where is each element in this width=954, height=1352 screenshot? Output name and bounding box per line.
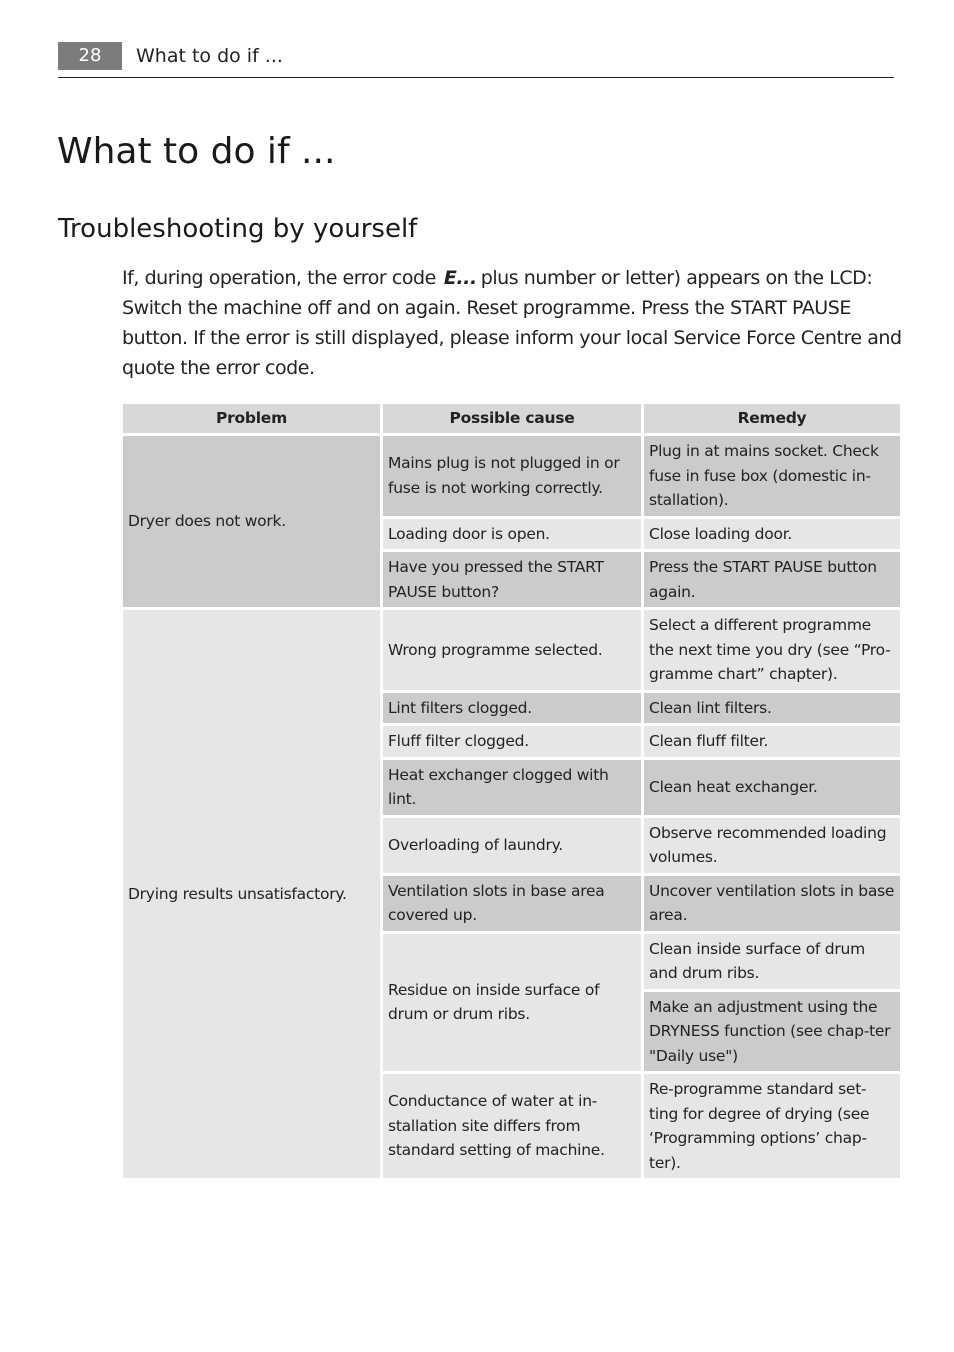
- remedy-cell: Clean heat exchanger.: [644, 760, 900, 815]
- troubleshooting-table: [120, 401, 903, 1181]
- cause-cell: Heat exchanger clogged with lint.: [383, 760, 641, 815]
- cause-cell: Fluff filter clogged.: [383, 726, 641, 757]
- table-row: [123, 436, 900, 516]
- remedy-cell: Select a different programme the next time you dry (see “Pro-gramme chart” chapter).: [644, 610, 900, 690]
- intro-paragraph: [122, 263, 902, 383]
- page-number: 28: [58, 42, 122, 70]
- cause-cell: Residue on inside surface of drum or drum ribs.: [383, 934, 641, 1072]
- intro-text-before: If, during operation, the error code: [122, 267, 436, 289]
- remedy-cell: Observe recommended loading volumes.: [644, 818, 900, 873]
- column-header-cause: Possible cause: [383, 404, 641, 433]
- error-code: E...: [443, 267, 477, 289]
- cause-cell: Conductance of water at in-stallation site differs from standard setting of machine.: [383, 1074, 641, 1178]
- remedy-cell: Clean fluff filter.: [644, 726, 900, 757]
- remedy-cell: Clean lint filters.: [644, 693, 900, 724]
- page-header: [58, 41, 894, 78]
- cause-cell: Ventilation slots in base area covered up.: [383, 876, 641, 931]
- intro-text-after: plus number or letter) appears on the LCD: Switch the machine off and on again. Reset programme. Press the START PAUSE button. If the error is still displayed, please inform your local Service Force Centre and quote the error code.: [122, 267, 902, 379]
- remedy-cell: Make an adjustment using the DRYNESS function (see chap-ter "Daily use"): [644, 992, 900, 1072]
- remedy-cell: Press the START PAUSE button again.: [644, 552, 900, 607]
- column-header-problem: Problem: [123, 404, 380, 433]
- section-subtitle: Troubleshooting by yourself: [58, 214, 418, 244]
- cause-cell: Loading door is open.: [383, 519, 641, 550]
- remedy-cell: Clean inside surface of drum and drum ribs.: [644, 934, 900, 989]
- page-title: What to do if ...: [57, 131, 336, 172]
- table-row: [123, 610, 900, 690]
- remedy-cell: Uncover ventilation slots in base area.: [644, 876, 900, 931]
- problem-cell: Dryer does not work.: [123, 436, 380, 607]
- remedy-cell: Plug in at mains socket. Check fuse in fuse box (domestic in-stallation).: [644, 436, 900, 516]
- remedy-cell: Re-programme standard set-ting for degree of drying (see ‘Programming options’ chap-ter).: [644, 1074, 900, 1178]
- cause-cell: Wrong programme selected.: [383, 610, 641, 690]
- cause-cell: Mains plug is not plugged in or fuse is not working correctly.: [383, 436, 641, 516]
- cause-cell: Lint filters clogged.: [383, 693, 641, 724]
- problem-cell: Drying results unsatisfactory.: [123, 610, 380, 1178]
- cause-cell: Have you pressed the START PAUSE button?: [383, 552, 641, 607]
- column-header-remedy: Remedy: [644, 404, 900, 433]
- header-section-title: What to do if ...: [136, 45, 283, 67]
- cause-cell: Overloading of laundry.: [383, 818, 641, 873]
- table-header-row: [123, 404, 900, 433]
- remedy-cell: Close loading door.: [644, 519, 900, 550]
